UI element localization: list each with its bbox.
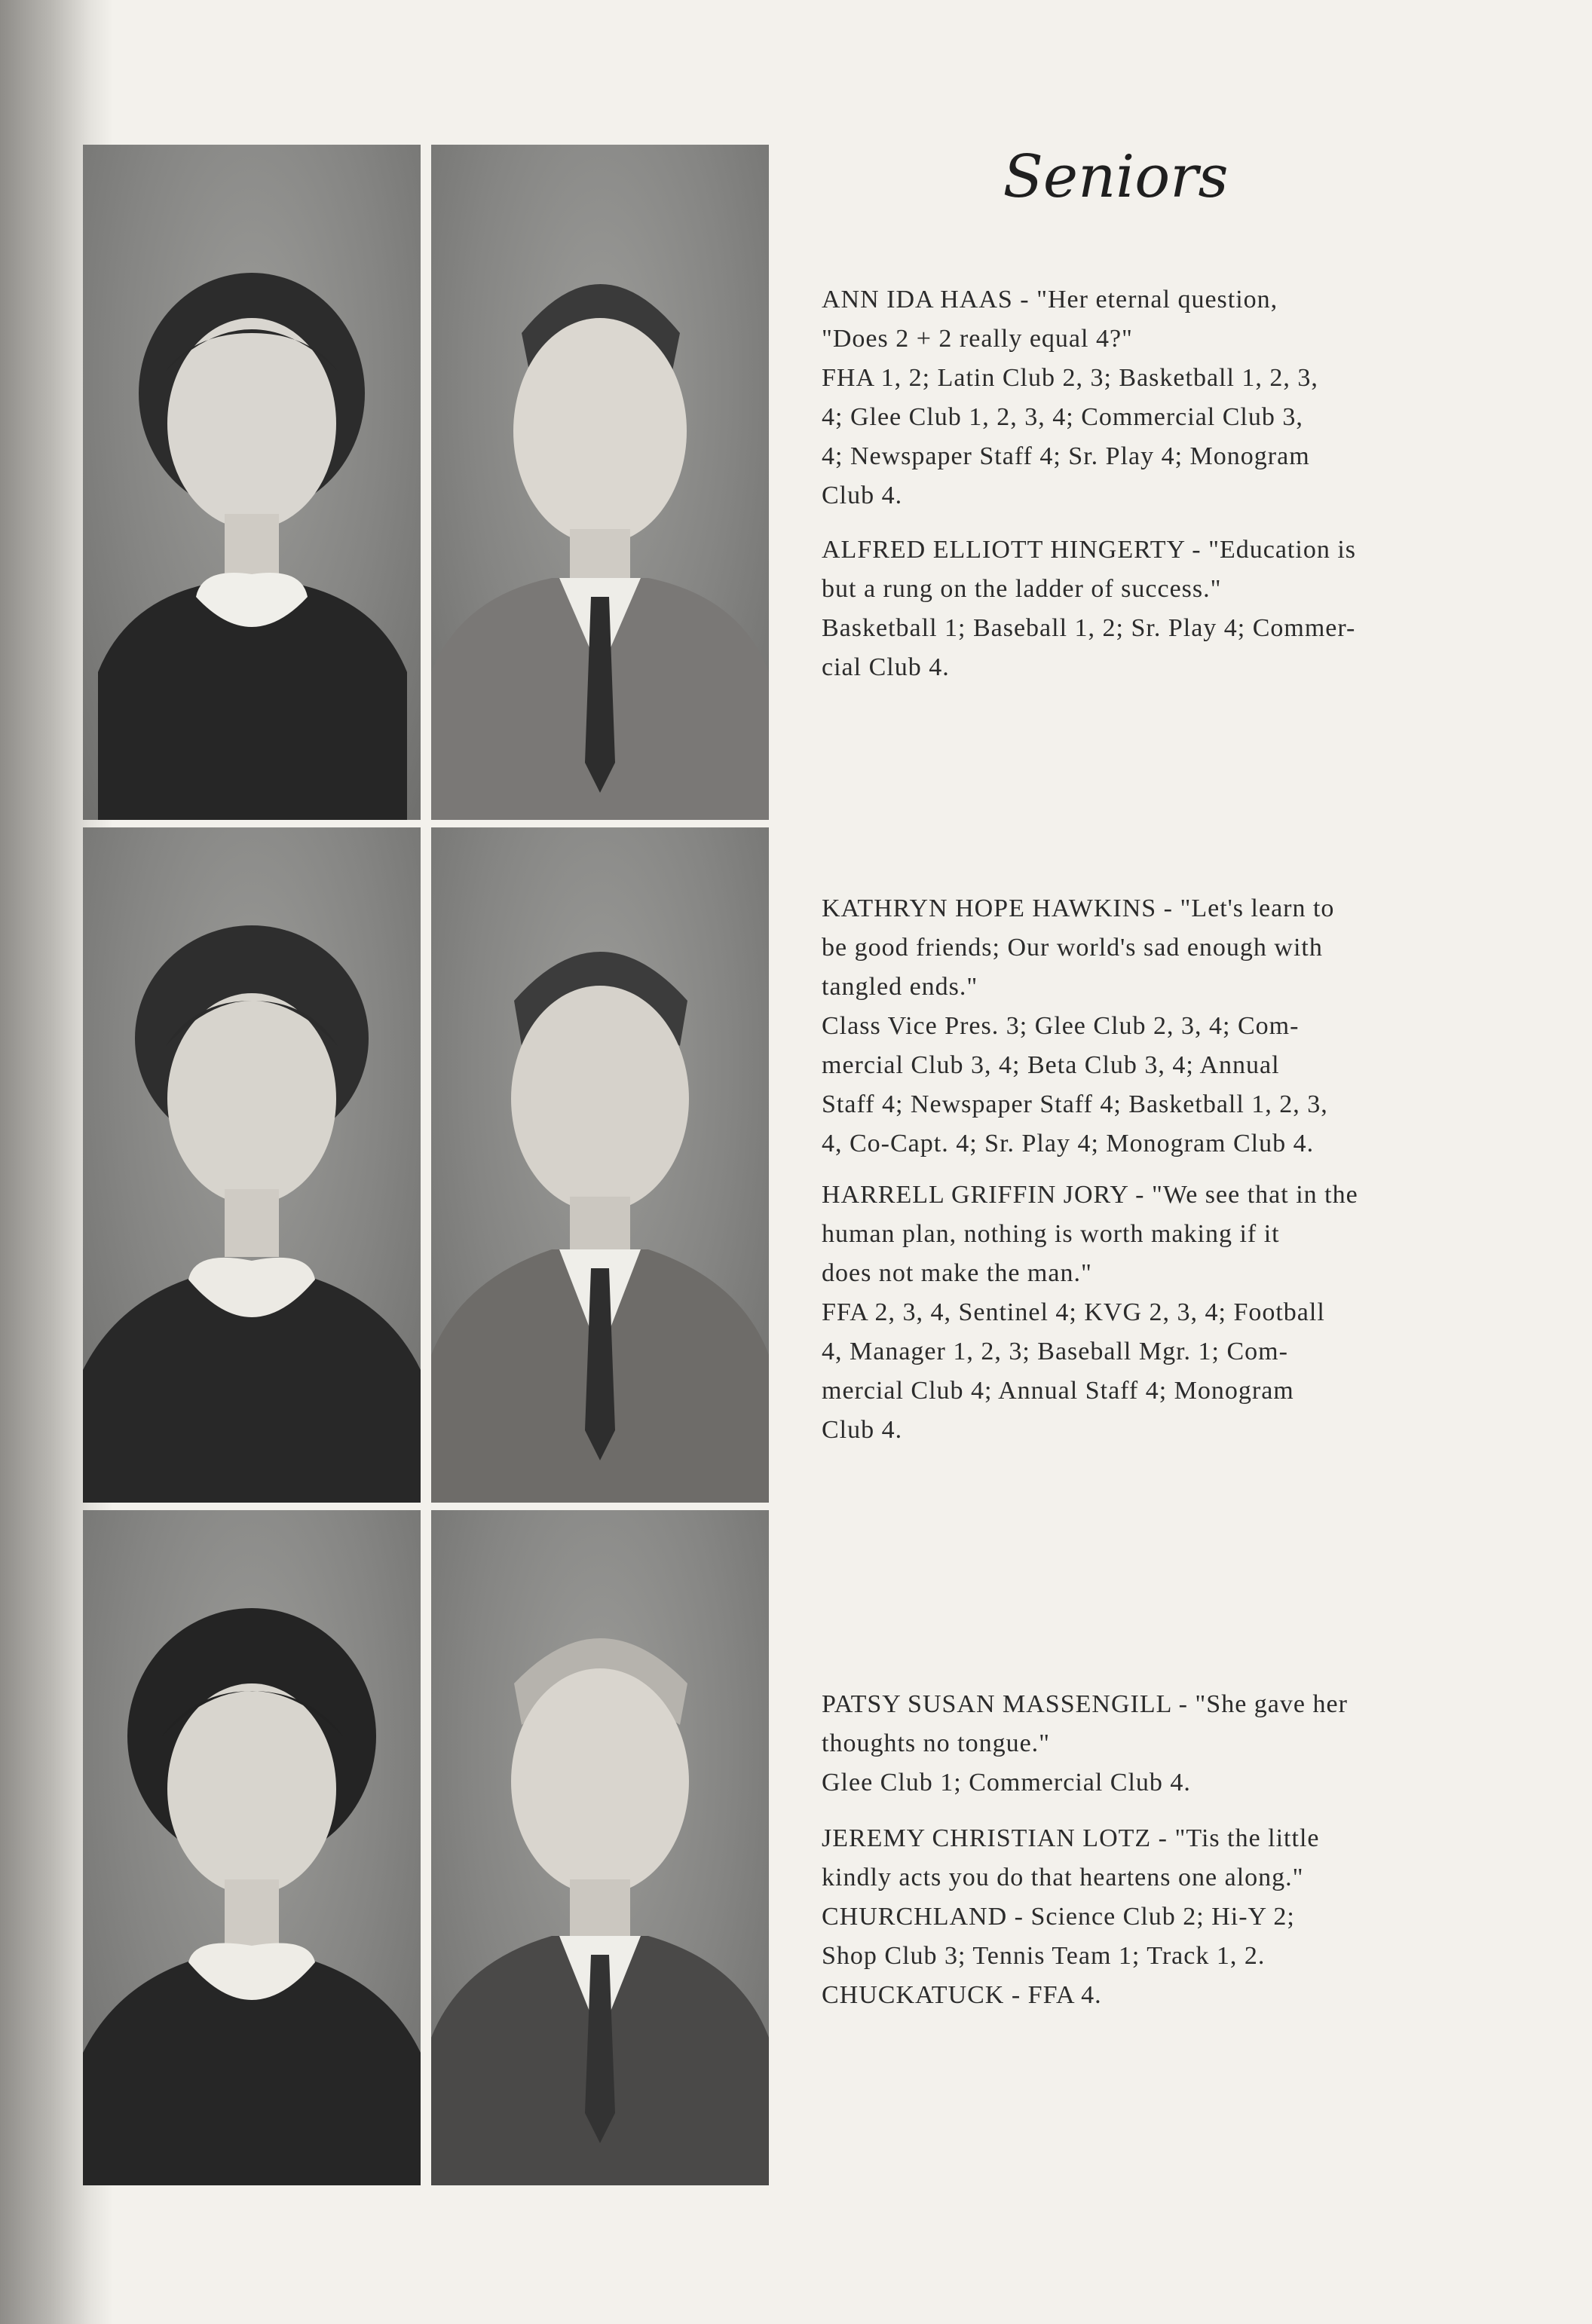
bio-line: 4; Glee Club 1, 2, 3, 4; Commercial Club 3, bbox=[822, 403, 1303, 431]
bio-line: Basketball 1; Baseball 1, 2; Sr. Play 4; Commer- bbox=[822, 614, 1356, 642]
bio-line: does not make the man." bbox=[822, 1259, 1092, 1287]
portrait-harrell-griffin-jory bbox=[431, 827, 769, 1503]
bio-line: Class Vice Pres. 3; Glee Club 2, 3, 4; Com- bbox=[822, 1012, 1300, 1040]
bio-line: ANN IDA HAAS - "Her eternal question, bbox=[822, 286, 1278, 313]
bio-line: 4; Newspaper Staff 4; Sr. Play 4; Monogram bbox=[822, 442, 1310, 470]
bio-line: FFA 2, 3, 4, Sentinel 4; KVG 2, 3, 4; Football bbox=[822, 1298, 1325, 1326]
bio-jeremy-christian-lotz bbox=[822, 1819, 1500, 2015]
portrait-patsy-susan-massengill bbox=[83, 1510, 421, 2185]
bio-patsy-susan-massengill bbox=[822, 1685, 1500, 1803]
bio-line: be good friends; Our world's sad enough with bbox=[822, 934, 1323, 962]
bio-line: Staff 4; Newspaper Staff 4; Basketball 1, 2, 3, bbox=[822, 1090, 1328, 1118]
bio-line: CHURCHLAND - Science Club 2; Hi-Y 2; bbox=[822, 1903, 1295, 1931]
bio-line: mercial Club 3, 4; Beta Club 3, 4; Annual bbox=[822, 1051, 1280, 1079]
bio-alfred-elliott-hingerty bbox=[822, 531, 1500, 687]
bio-line: JEREMY CHRISTIAN LOTZ - "Tis the little bbox=[822, 1824, 1320, 1852]
bio-line: FHA 1, 2; Latin Club 2, 3; Basketball 1, 2, 3, bbox=[822, 364, 1318, 392]
bio-line: Glee Club 1; Commercial Club 4. bbox=[822, 1769, 1191, 1797]
bio-line: Shop Club 3; Tennis Team 1; Track 1, 2. bbox=[822, 1942, 1266, 1970]
bio-ann-ida-haas bbox=[822, 280, 1500, 515]
portrait-ann-ida-haas bbox=[83, 145, 421, 820]
bio-line: but a rung on the ladder of success." bbox=[822, 575, 1222, 603]
portrait-kathryn-hope-hawkins bbox=[83, 827, 421, 1503]
portrait-grid bbox=[83, 145, 769, 2187]
bio-line: Club 4. bbox=[822, 1416, 903, 1444]
bio-line: 4, Manager 1, 2, 3; Baseball Mgr. 1; Com- bbox=[822, 1338, 1288, 1365]
bio-line: HARRELL GRIFFIN JORY - "We see that in the bbox=[822, 1181, 1358, 1209]
bio-line: PATSY SUSAN MASSENGILL - "She gave her bbox=[822, 1690, 1348, 1718]
bio-line: "Does 2 + 2 really equal 4?" bbox=[822, 325, 1133, 353]
bio-line: Club 4. bbox=[822, 482, 903, 509]
bio-line: tangled ends." bbox=[822, 973, 978, 1001]
bio-line: human plan, nothing is worth making if it bbox=[822, 1220, 1280, 1248]
bio-line: mercial Club 4; Annual Staff 4; Monogram bbox=[822, 1377, 1294, 1405]
portrait-alfred-elliott-hingerty bbox=[431, 145, 769, 820]
bio-line: 4, Co-Capt. 4; Sr. Play 4; Monogram Club 4. bbox=[822, 1130, 1315, 1157]
bio-kathryn-hope-hawkins bbox=[822, 889, 1500, 1164]
bio-line: CHUCKATUCK - FFA 4. bbox=[822, 1981, 1102, 2009]
bio-line: cial Club 4. bbox=[822, 653, 950, 681]
page-title: Seniors bbox=[1003, 143, 1229, 211]
portrait-jeremy-christian-lotz bbox=[431, 1510, 769, 2185]
bio-line: kindly acts you do that heartens one along." bbox=[822, 1864, 1304, 1891]
bio-line: ALFRED ELLIOTT HINGERTY - "Education is bbox=[822, 536, 1357, 564]
bio-line: thoughts no tongue." bbox=[822, 1729, 1051, 1757]
bio-line: KATHRYN HOPE HAWKINS - "Let's learn to bbox=[822, 894, 1335, 922]
bio-harrell-griffin-jory bbox=[822, 1176, 1500, 1450]
